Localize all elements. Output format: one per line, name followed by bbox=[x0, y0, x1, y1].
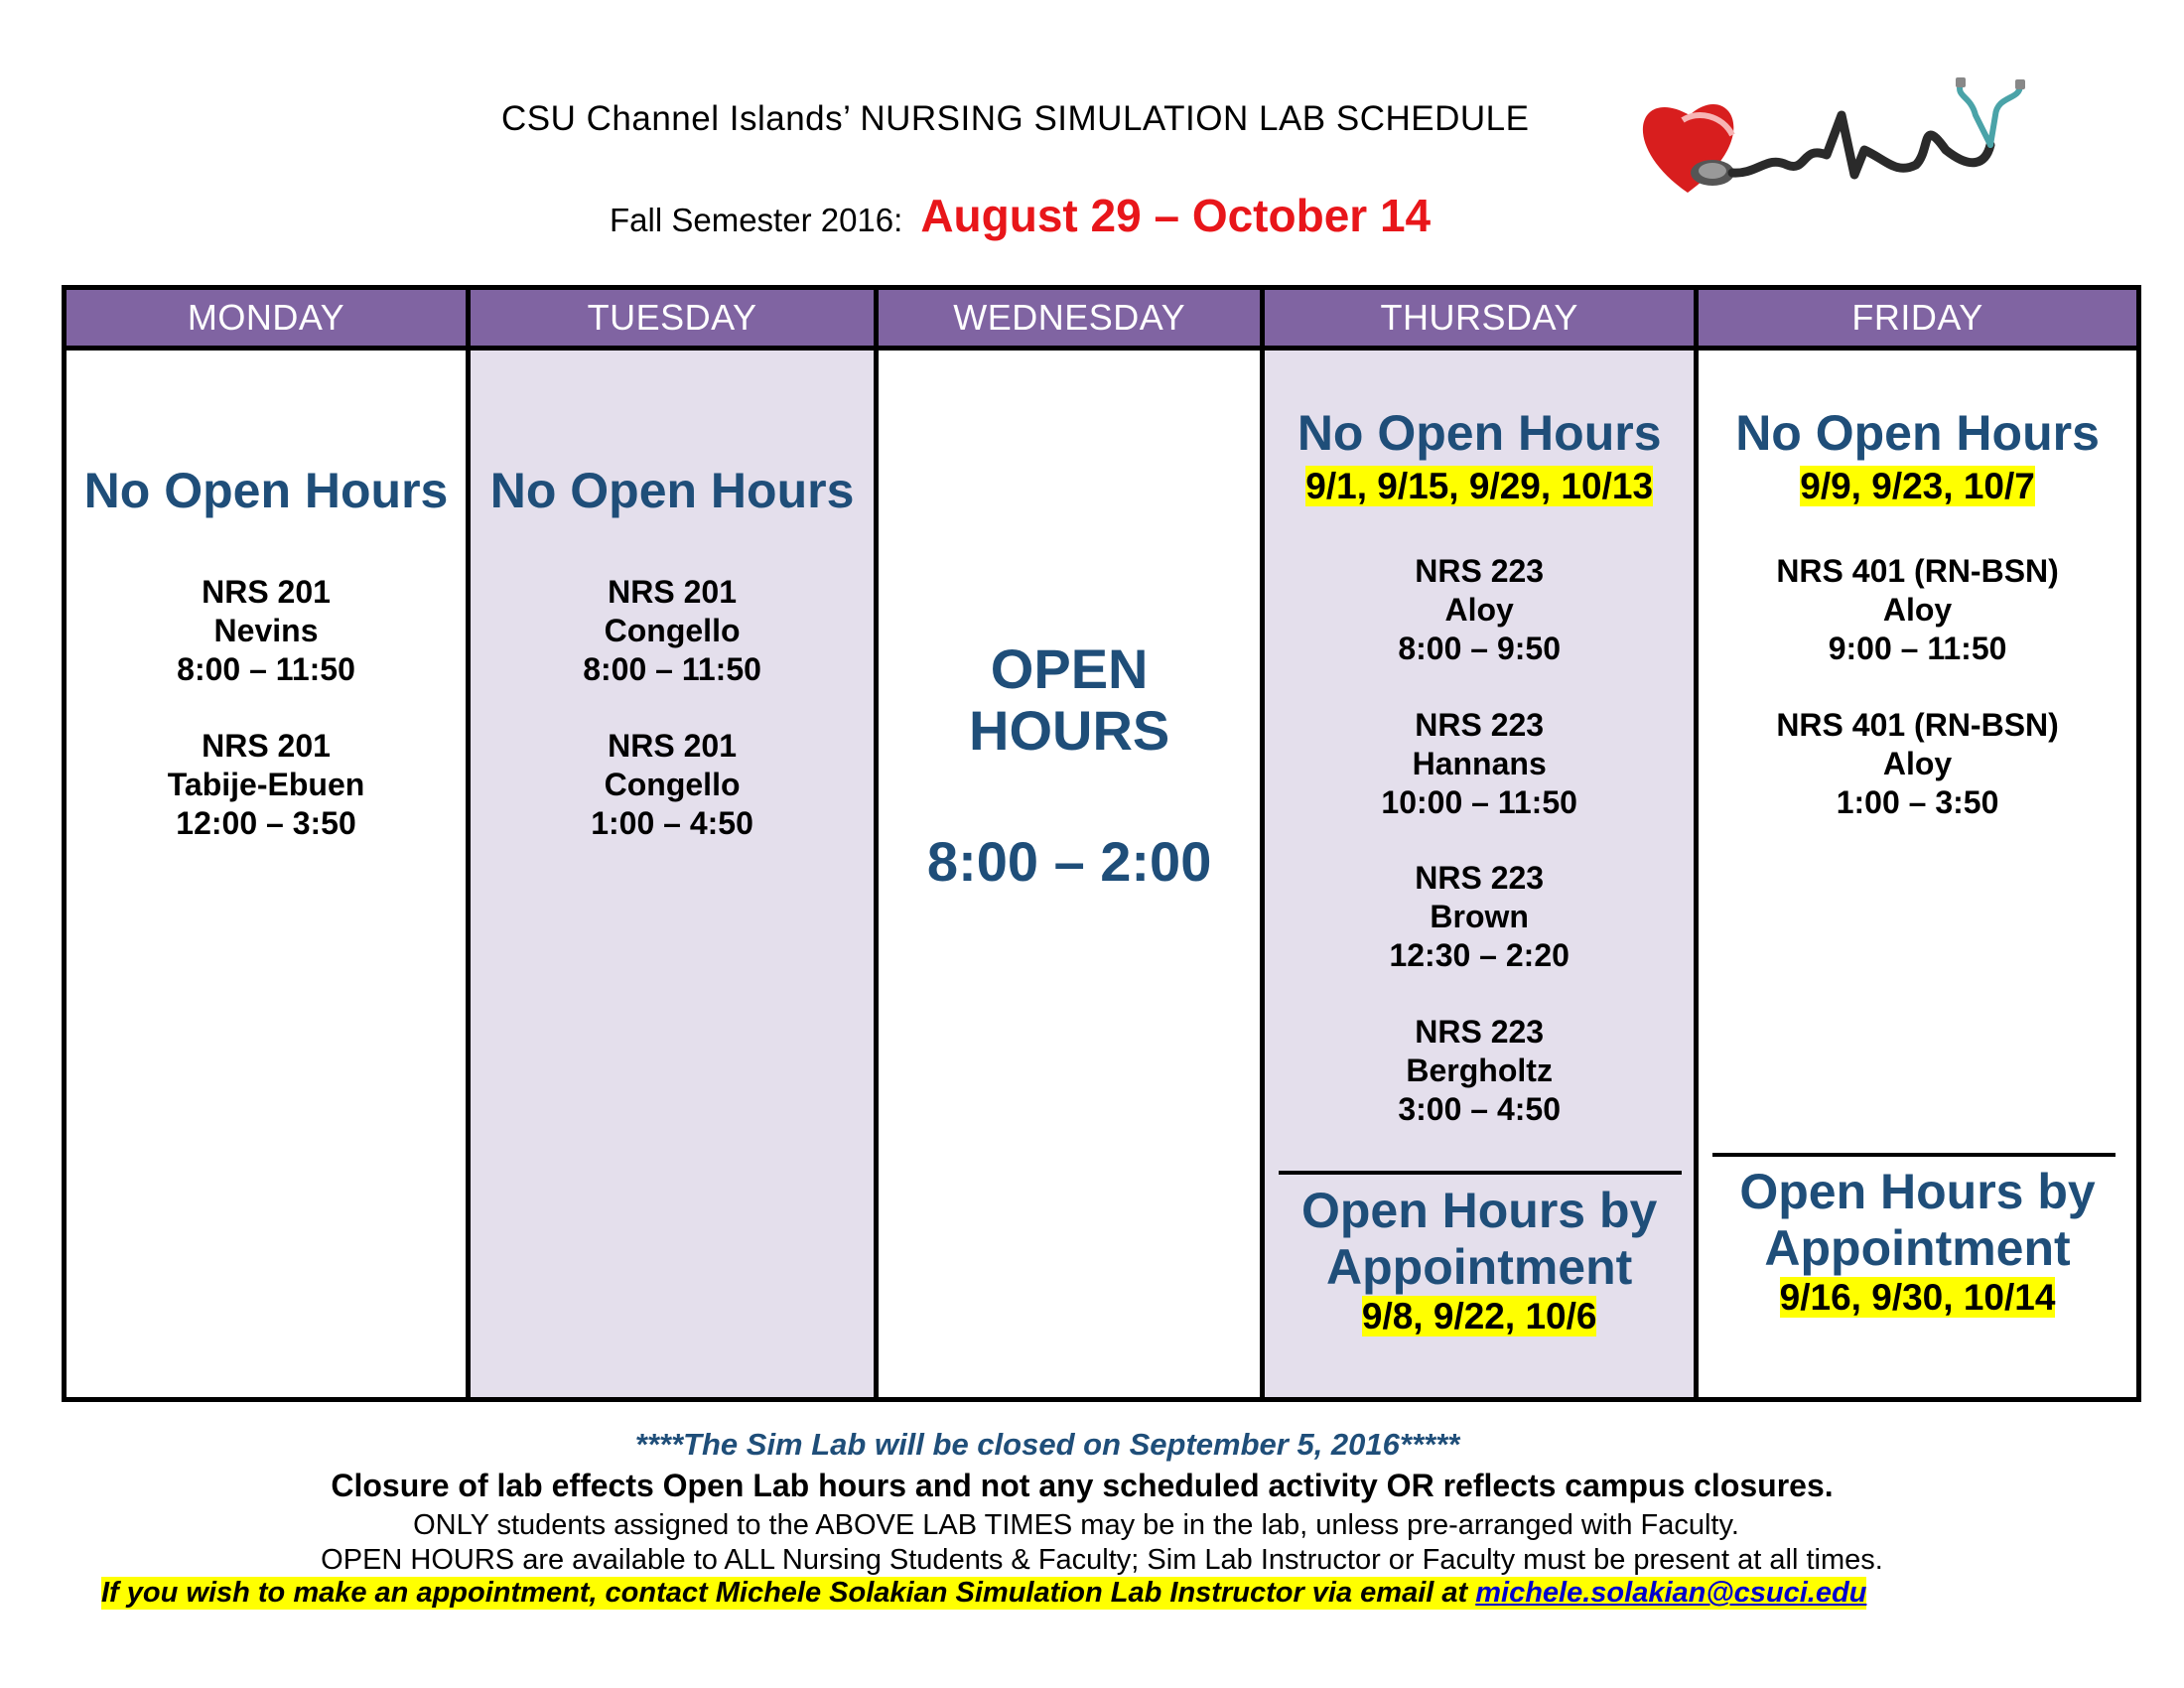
monday-header: MONDAY bbox=[67, 290, 466, 351]
monday-session-1 bbox=[67, 573, 466, 689]
friday-status-dates: 9/9, 9/23, 10/7 bbox=[1800, 466, 2035, 506]
session-course: NRS 401 (RN-BSN) bbox=[1776, 707, 2059, 743]
friday-header: FRIDAY bbox=[1699, 290, 2136, 351]
session-instructor: Aloy bbox=[1882, 746, 1953, 781]
friday-status: No Open Hours bbox=[1735, 405, 2100, 461]
open-hours-note: OPEN HOURS are available to ALL Nursing Students & Faculty; Sim Lab Instructor or Faculty must be present at all times. bbox=[321, 1544, 1883, 1576]
students-note: ONLY students assigned to the ABOVE LAB TIMES may be in the lab, unless pre-arranged with Faculty. bbox=[413, 1509, 1739, 1541]
monday-column bbox=[67, 290, 471, 1397]
closed-notice: ****The Sim Lab will be closed on September 5, 2016***** bbox=[634, 1427, 1460, 1462]
friday-appointment-dates: 9/16, 9/30, 10/14 bbox=[1779, 1277, 2056, 1318]
semester-dates: August 29 – October 14 bbox=[920, 190, 1432, 241]
monday-session-2 bbox=[67, 727, 466, 843]
session-course: NRS 223 bbox=[1415, 553, 1545, 589]
thursday-appointment-dates: 9/8, 9/22, 10/6 bbox=[1361, 1296, 1597, 1336]
open-line-1: OPEN bbox=[990, 637, 1149, 700]
session-time: 3:00 – 4:50 bbox=[1398, 1091, 1561, 1127]
monday-status: No Open Hours bbox=[83, 463, 449, 518]
session-instructor: Aloy bbox=[1444, 592, 1514, 628]
session-time: 12:30 – 2:20 bbox=[1389, 937, 1570, 973]
session-course: NRS 201 bbox=[608, 574, 737, 610]
session-course: NRS 201 bbox=[202, 728, 331, 764]
thursday-session-1 bbox=[1265, 552, 1694, 668]
session-course: NRS 201 bbox=[608, 728, 737, 764]
email-link[interactable]: michele.solakian@csuci.edu bbox=[1475, 1577, 1867, 1609]
tuesday-session-1 bbox=[471, 573, 874, 689]
thursday-session-4 bbox=[1265, 1013, 1694, 1129]
tuesday-header: TUESDAY bbox=[471, 290, 874, 351]
appt-line-2: Appointment bbox=[1764, 1220, 2071, 1276]
session-instructor: Brown bbox=[1430, 899, 1529, 934]
appt-line-1: Open Hours by bbox=[1300, 1183, 1658, 1238]
wednesday-open-hours bbox=[879, 638, 1260, 762]
thursday-column bbox=[1265, 290, 1699, 1397]
tuesday-column bbox=[471, 290, 879, 1397]
heart-stethoscope-icon bbox=[1628, 75, 2045, 224]
session-instructor: Tabije-Ebuen bbox=[167, 767, 365, 802]
session-time: 12:00 – 3:50 bbox=[176, 805, 356, 841]
session-course: NRS 223 bbox=[1415, 707, 1545, 743]
schedule-table bbox=[62, 285, 2141, 1402]
wednesday-column bbox=[879, 290, 1265, 1397]
friday-appointment bbox=[1699, 1164, 2136, 1277]
thursday-appointment bbox=[1265, 1183, 1694, 1296]
thursday-divider bbox=[1279, 1171, 1682, 1175]
tuesday-status: No Open Hours bbox=[489, 463, 855, 518]
wednesday-header: WEDNESDAY bbox=[879, 290, 1260, 351]
session-course: NRS 223 bbox=[1415, 860, 1545, 896]
appointment-note: If you wish to make an appointment, contact Michele Solakian Simulation Lab Instructor via email at michele.solakian@csuci.edu bbox=[101, 1577, 1867, 1609]
session-time: 9:00 – 11:50 bbox=[1828, 631, 2007, 666]
friday-divider bbox=[1712, 1153, 2116, 1157]
thursday-header: THURSDAY bbox=[1265, 290, 1694, 351]
wednesday-open-time: 8:00 – 2:00 bbox=[926, 830, 1212, 893]
friday-column bbox=[1699, 290, 2136, 1397]
session-course: NRS 201 bbox=[202, 574, 331, 610]
friday-session-2 bbox=[1699, 706, 2136, 822]
page-title: CSU Channel Islands’ NURSING SIMULATION LAB SCHEDULE bbox=[501, 99, 1530, 138]
session-instructor: Aloy bbox=[1882, 592, 1953, 628]
thursday-session-3 bbox=[1265, 859, 1694, 975]
session-instructor: Congello bbox=[604, 767, 741, 802]
session-time: 8:00 – 11:50 bbox=[583, 651, 761, 687]
friday-session-1 bbox=[1699, 552, 2136, 668]
session-time: 1:00 – 4:50 bbox=[591, 805, 753, 841]
session-time: 8:00 – 11:50 bbox=[177, 651, 355, 687]
semester-line bbox=[610, 189, 1431, 242]
thursday-session-2 bbox=[1265, 706, 1694, 822]
session-course: NRS 223 bbox=[1415, 1014, 1545, 1050]
thursday-status-dates: 9/1, 9/15, 9/29, 10/13 bbox=[1305, 466, 1654, 506]
session-instructor: Nevins bbox=[213, 613, 319, 648]
session-time: 8:00 – 9:50 bbox=[1398, 631, 1561, 666]
tuesday-session-2 bbox=[471, 727, 874, 843]
semester-label: Fall Semester 2016: bbox=[610, 202, 903, 238]
open-line-2: HOURS bbox=[969, 699, 1170, 762]
session-time: 10:00 – 11:50 bbox=[1381, 784, 1577, 820]
session-instructor: Bergholtz bbox=[1406, 1053, 1553, 1088]
session-instructor: Congello bbox=[604, 613, 741, 648]
session-course: NRS 401 (RN-BSN) bbox=[1776, 553, 2059, 589]
appt-line-2: Appointment bbox=[1326, 1239, 1633, 1295]
thursday-status: No Open Hours bbox=[1297, 405, 1662, 461]
session-instructor: Hannans bbox=[1412, 746, 1547, 781]
appt-line-1: Open Hours by bbox=[1739, 1164, 2096, 1219]
closure-note: Closure of lab effects Open Lab hours and not any scheduled activity OR reflects campus closures. bbox=[331, 1468, 1834, 1503]
session-time: 1:00 – 3:50 bbox=[1836, 784, 1999, 820]
